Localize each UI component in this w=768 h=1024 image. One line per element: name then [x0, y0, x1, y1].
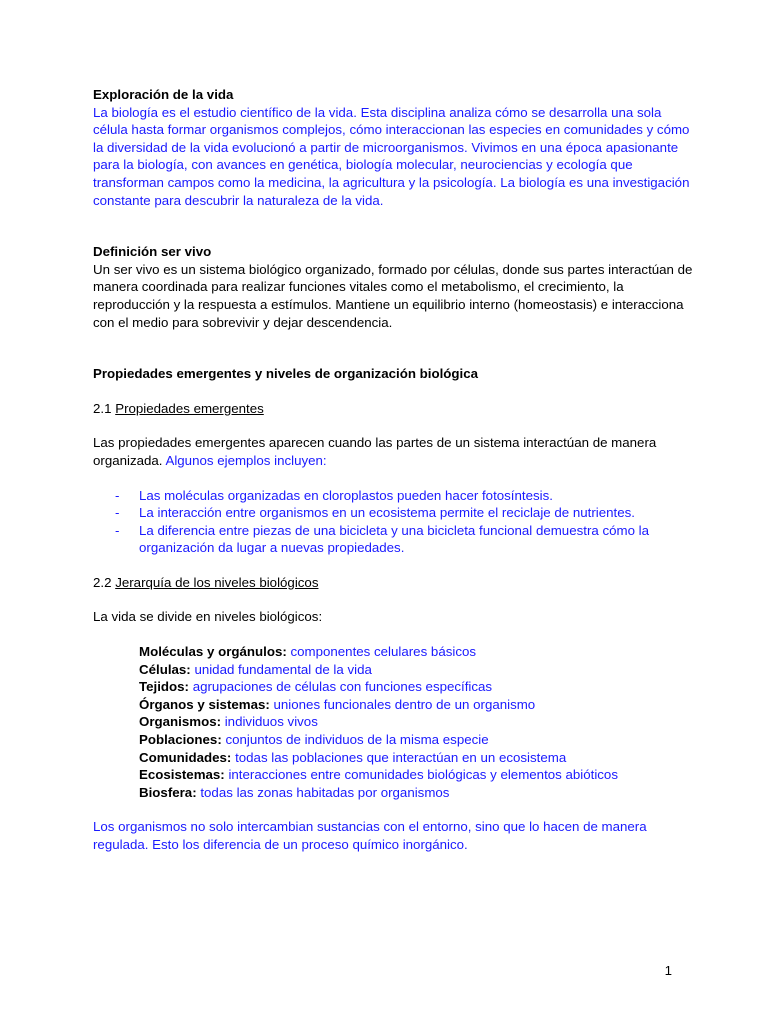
- level-term: Poblaciones:: [139, 732, 222, 748]
- list-item-text: La interacción entre organismos en un ecosistema permite el reciclaje de nutrientes.: [139, 505, 635, 521]
- level-item: [139, 661, 693, 679]
- level-item: [139, 766, 693, 784]
- level-term: Células:: [139, 661, 191, 677]
- bullet-dash: -: [115, 522, 120, 538]
- level-item: [139, 678, 693, 696]
- level-desc: conjuntos de individuos de la misma especie: [225, 732, 489, 748]
- level-desc: agrupaciones de células con funciones específicas: [192, 679, 493, 695]
- intro-text: Las propiedades emergentes aparecen cuando las partes de un sistema interactúan de manera organizada.: [93, 435, 657, 468]
- section-heading-propiedades: Propiedades emergentes y niveles de organización biológica: [93, 366, 478, 382]
- level-term: Moléculas y orgánulos:: [139, 644, 287, 660]
- intro-examples-text: Algunos ejemplos incluyen:: [165, 452, 327, 468]
- section-body-exploracion: La biología es el estudio científico de la vida. Esta disciplina analiza cómo se desarrolla una sola célula hasta formar organismos complejos, cómo interaccionan las especies en comunidades y cómo la diversidad de la vida evolucionó a partir de microorganismos. Vivimos en una época apasionante para la biología, con avances en genética, biología molecular, neurociencias y ecología que transforman campos como la medicina, la agricultura y la psicología. La biología es una investigación constante para descubrir la naturaleza de la vida.: [93, 104, 690, 208]
- level-desc: unidad fundamental de la vida: [194, 661, 372, 677]
- level-desc: todas las poblaciones que interactúan en un ecosistema: [235, 749, 567, 765]
- level-desc: interacciones entre comunidades biológicas y elementos abióticos: [228, 767, 618, 783]
- bullet-dash: -: [115, 505, 120, 521]
- subsection-number: 2.2: [93, 574, 112, 590]
- list-item-text: Las moléculas organizadas en cloroplastos pueden hacer fotosíntesis.: [139, 487, 553, 503]
- page-number: 1: [664, 963, 672, 978]
- bullet-dash: -: [115, 487, 120, 503]
- list-item: [93, 522, 693, 557]
- document-page: [93, 86, 693, 854]
- subsection-title: Propiedades emergentes: [115, 400, 264, 416]
- level-term: Comunidades:: [139, 749, 232, 765]
- level-item: [139, 784, 693, 802]
- list-item: [93, 504, 693, 522]
- level-term: Organismos:: [139, 714, 222, 730]
- levels-list: [139, 643, 693, 801]
- section-heading-definicion: Definición ser vivo: [93, 244, 212, 260]
- level-desc: todas las zonas habitadas por organismos: [200, 784, 450, 800]
- list-item: [93, 487, 693, 505]
- level-term: Tejidos:: [139, 679, 189, 695]
- subsection-heading-2-1: [93, 400, 693, 418]
- closing-paragraph: Los organismos no solo intercambian sustancias con el entorno, sino que lo hacen de manera regulada. Esto los diferencia de un proceso químico inorgánico.: [93, 819, 647, 852]
- section-body-definicion: Un ser vivo es un sistema biológico organizado, formado por células, donde sus partes interactúan de manera coordinada para realizar funciones vitales como el metabolismo, el crecimiento, la reproducción y la respuesta a estímulos. Mantiene un equilibrio interno (homeostasis) e interacciona con el medio para sobrevivir y dejar descendencia.: [93, 261, 693, 330]
- level-term: Ecosistemas:: [139, 767, 225, 783]
- level-term: Órganos y sistemas:: [139, 696, 270, 712]
- level-item: [139, 749, 693, 767]
- subsection-heading-2-2: [93, 574, 693, 592]
- level-item: [139, 643, 693, 661]
- level-desc: componentes celulares básicos: [290, 644, 477, 660]
- level-item: [139, 713, 693, 731]
- level-item: [139, 696, 693, 714]
- level-desc: individuos vivos: [224, 714, 318, 730]
- level-term: Biosfera:: [139, 784, 197, 800]
- subsection-title: Jerarquía de los niveles biológicos: [115, 574, 319, 590]
- list-item-text: La diferencia entre piezas de una bicicleta y una bicicleta funcional demuestra cómo la organización da lugar a nuevas propiedades.: [139, 522, 650, 556]
- examples-list: [93, 487, 693, 557]
- level-desc: uniones funcionales dentro de un organismo: [273, 696, 536, 712]
- subsection-intro-2-1: [93, 434, 693, 469]
- level-item: [139, 731, 693, 749]
- subsection-number: 2.1: [93, 400, 112, 416]
- section-heading-exploracion: Exploración de la vida: [93, 87, 234, 102]
- subsection-intro-2-2: La vida se divide en niveles biológicos:: [93, 609, 323, 625]
